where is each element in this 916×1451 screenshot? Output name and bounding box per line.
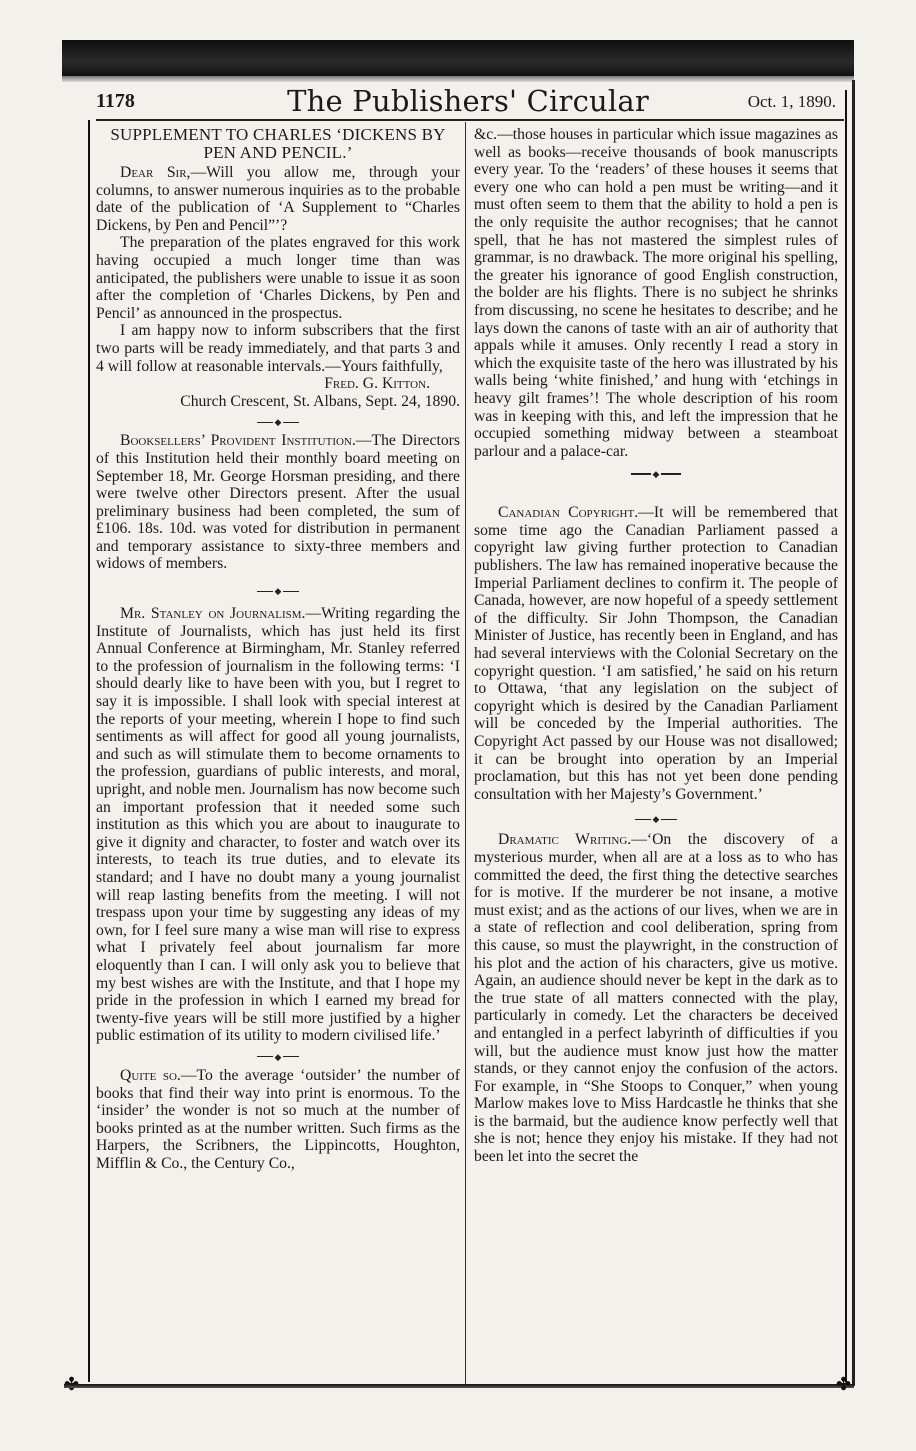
separator-ornament-icon: ◆ [274, 417, 282, 428]
booksellers-paragraph [96, 432, 460, 573]
supplement-paragraph-3: I am happy now to inform subscribers that the first two parts will be ready immediately, and that parts 3 and 4 will follow at reasonable intervals.—Yours faithfully, [96, 322, 460, 375]
supplement-paragraph-1: —Will you allow me, through your columns, to answer numerous inquiries as to the probable date of the publication of ‘A Supplement to “Charles Dickens, by Pen and Pencil”’? [96, 164, 460, 234]
supplement-address: Church Crescent, St. Albans, Sept. 24, 1890. [180, 392, 460, 410]
left-margin-rule [88, 120, 90, 1382]
bottom-border-rule [64, 1384, 854, 1388]
left-column [96, 126, 460, 1172]
section-separator [96, 585, 460, 597]
supplement-signature: Fred. G. Kitton. [324, 375, 430, 393]
supplement-paragraph-2: The preparation of the plates engraved for this work having occupied a much longer time than was anticipated, the publishers were unable to issue it as soon after the completion of ‘Charles Dickens, by Pen and Pencil’ as announced in the prospectus. [96, 234, 460, 322]
dramatic-paragraph [474, 831, 838, 1165]
top-border-bar [62, 40, 854, 76]
issue-date: Oct. 1, 1890. [747, 92, 836, 111]
page-title: The Publishers' Circular [287, 84, 649, 118]
booksellers-text: —The Directors of this Institution held their monthly board meeting on September 18, Mr. George Horsman presiding, and there were twelve other Directors present. After the usual preliminary business had been completed, the sum of £106. 18s. 10d. was voted for distribution in permanent and temporary assistance to sixty-three members and widows of members. [96, 432, 461, 573]
page-header [96, 84, 840, 120]
right-edge-rule [852, 80, 855, 1386]
right-column [474, 126, 838, 1166]
quite-so-paragraph [96, 1067, 460, 1173]
header-rule [96, 119, 844, 121]
dramatic-lead: Dramatic Writing. [498, 831, 632, 849]
stanley-text: —Writing regarding the Institute of Journalists, which has just held its first Annual Conference at Birmingham, Mr. Stanley referred to the profession of journalism in the following terms: ‘I should dearly like to have been with you, but I regret to say it is impossible. I shall look with special interest at the reports of your meeting, wherein I hope to find such sentiments as will affect for good all young journalists, and such as will stimulate them to become ornaments to the profession, guardians of public interests, and moral, upright, and noble men. Journalism has now become such an important profession that it needed some such institution as this which you are about to inaugurate to give it dignity and character, to foster and watch over its interests, to teach its true duties, and to elevate its standard; and I have no doubt many a young journalist will reap lasting benefits from the meeting. I will not trespass upon your time by suggesting any ideas of my own, for I feel sure many a wise man will rise to express what I privately feel about journalism far more eloquently than I can. I will only ask you to believe that my best wishes are with the Institute, and that I hope my pride in the profession in which I earned my bread for twenty-five years will be still more justified by a higher public estimation of its utility to modern civilised life.’ [96, 605, 460, 1045]
canadian-paragraph [474, 504, 838, 803]
canadian-lead: Canadian Copyright. [498, 504, 639, 522]
separator-ornament-icon: ◆ [652, 469, 660, 480]
separator-ornament-icon: ◆ [652, 814, 660, 825]
section-separator [96, 416, 460, 428]
separator-ornament-icon: ◆ [274, 1051, 282, 1062]
quite-so-lead: Quite so. [120, 1066, 181, 1084]
section-separator [474, 468, 838, 480]
quite-so-text: —To the average ‘outsider’ the number of books that find their way into print is enormous. To the ‘insider’ the wonder is not so much at the number of books printed as at the number written. Such firms as the Harpers, the Scribners, the Lippincotts, Houghton, Mifflin & Co., the Century Co., [96, 1066, 460, 1172]
separator-ornament-icon: ◆ [274, 586, 282, 596]
page-number: 1178 [96, 90, 135, 112]
section-separator [474, 813, 838, 825]
dramatic-text: —‘On the discovery of a mysterious murder, when all are at a loss as to who has committed the deed, the first thing the detective searches for is motive. If the murderer be not insane, a motive must exist; and as the actions of our lives, when we are in a state of reflection and cool deliberation, spring from this cause, so must the playwright, in the construction of his plot and the action of his characters, give us motive. Again, an audience should never be kept in the dark as to the true state of all matters connected with the play, particularly in comedy. Let the characters be deceived and entangled in a perfect labyrinth of difficulties if you will, but the audience must know just how the matter stands, or they cannot enjoy the confusion of the actors. For example, in “She Stoops to Conquer,” when young Marlow makes love to Miss Hardcastle he thinks that she is the barmaid, but the audience know perfectly well that she is not; hence they enjoy his mistake. If they had not been let into the secret the [474, 831, 838, 1166]
supplement-letter-paragraph [96, 164, 460, 234]
supplement-salutation: Dear Sir, [120, 164, 191, 181]
section-separator [96, 1051, 460, 1063]
column-divider [465, 122, 466, 1384]
stanley-lead: Mr. Stanley on Journalism. [120, 605, 306, 623]
right-margin-rule [845, 90, 847, 1382]
top-border-shade [62, 76, 854, 82]
bottom-right-ornament-icon: ✤ [836, 1374, 852, 1394]
supplement-headline: SUPPLEMENT TO CHARLES ‘DICKENS BY PEN AND PENCIL.’ [110, 125, 446, 162]
booksellers-lead: Booksellers’ Provident Institution. [120, 432, 356, 450]
canadian-text: —It will be remembered that some time ago the Canadian Parliament passed a copyright law giving further protection to Canadian publishers. The law has remained inoperative because the Imperial Parliament declines to confirm it. The people of Canada, however, are now hopeful of a speedy settlement of the difficulty. Sir John Thompson, the Canadian Minister of Justice, has recently been in England, and has had several interviews with the Colonial Secretary on the copyright question. ‘I am satisfied,’ he said on his return to Ottawa, ‘that any legislation on the subject of copyright which is desired by the Canadian Parliament will be conceded by the Imperial authorities. The Copyright Act passed by our House was not disallowed; it can be brought into operation by an Imperial proclamation, but this has not yet been done pending consultation with her Majesty’s Government.’ [474, 504, 838, 803]
stanley-paragraph [96, 605, 460, 1045]
quite-so-continuation: &c.—those houses in particular which issue magazines as well as books—receive thousands of book manuscripts every year. To the ‘readers’ of these houses it seems that every one who can hold a pen must be writing—and it must often seem to them that the ability to hold a pen is the only requisite the author recognises; that he cannot spell, that he has not mastered the simplest rules of grammar, is no drawback. The more original his spelling, the greater his ignorance of good English construction, the bolder are his flights. There is no subject he shrinks from discussing, no scene he hesitates to describe; and he lays down the canons of taste with an air of authority that appals while it amuses. Only recently I read a story in which the exquisite taste of the hero was illustrated by his walls being ‘white finished,’ and hung with ‘etchings in heavy gilt frames’! The whole description of his room was in keeping with this, and left the impression that he occupied something midway between a steamboat parlour and a palace-car. [474, 126, 838, 460]
